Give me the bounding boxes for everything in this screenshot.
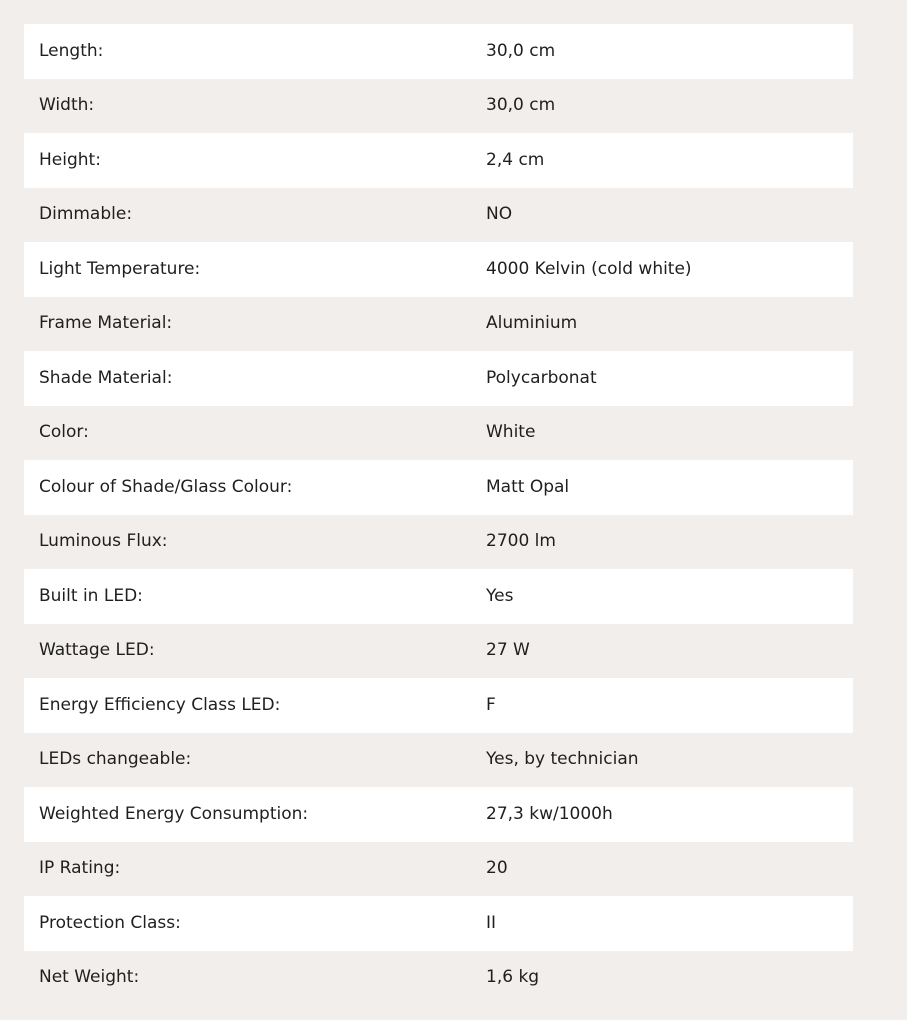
spec-label: Width: [39,95,95,116]
spec-value: 2,4 cm [486,149,545,170]
spec-value: 1,6 kg [486,967,540,988]
spec-row-weighted-energy-consumption [24,787,853,842]
spec-label: Built in LED: [39,585,143,606]
spec-value: 20 [486,858,508,879]
spec-label: LEDs changeable: [39,749,192,770]
spec-value: Yes, by technician [486,749,639,770]
spec-value: Polycarbonat [486,367,597,388]
spec-value: 27 W [486,640,530,661]
spec-label: Shade Material: [39,367,173,388]
spec-value: NO [486,204,513,225]
spec-label: Light Temperature: [39,258,201,279]
spec-label: Energy Efficiency Class LED: [39,694,281,715]
spec-value: 2700 lm [486,531,556,552]
spec-label: Color: [39,422,89,443]
spec-label: IP Rating: [39,858,121,879]
spec-row-protection-class [24,896,853,951]
spec-value: II [486,912,497,933]
spec-value: Matt Opal [486,476,570,497]
spec-row-wattage-led [24,624,853,679]
spec-value: Yes [486,585,514,606]
spec-value: White [486,422,536,443]
spec-row-shade-colour [24,460,853,515]
spec-value: F [486,694,496,715]
spec-row-shade-material [24,351,853,406]
specifications-table [24,24,853,1005]
spec-label: Net Weight: [39,967,140,988]
spec-value: 30,0 cm [486,40,556,61]
spec-row-net-weight [24,951,853,1006]
spec-row-energy-efficiency-class [24,678,853,733]
spec-row-luminous-flux [24,515,853,570]
spec-label: Length: [39,40,104,61]
spec-row-dimmable [24,188,853,243]
spec-label: Frame Material: [39,313,173,334]
spec-row-frame-material [24,297,853,352]
spec-row-light-temperature [24,242,853,297]
spec-value: 4000 Kelvin (cold white) [486,258,692,279]
spec-row-leds-changeable [24,733,853,788]
spec-label: Colour of Shade/Glass Colour: [39,476,293,497]
spec-label: Protection Class: [39,912,181,933]
spec-row-ip-rating [24,842,853,897]
spec-label: Weighted Energy Consumption: [39,803,309,824]
spec-row-height [24,133,853,188]
spec-value: 30,0 cm [486,95,556,116]
spec-label: Wattage LED: [39,640,155,661]
spec-label: Height: [39,149,101,170]
spec-row-width [24,79,853,134]
spec-value: 27,3 kw/1000h [486,803,613,824]
spec-value: Aluminium [486,313,578,334]
spec-label: Dimmable: [39,204,133,225]
spec-row-built-in-led [24,569,853,624]
spec-row-length [24,24,853,79]
spec-label: Luminous Flux: [39,531,168,552]
spec-row-color [24,406,853,461]
